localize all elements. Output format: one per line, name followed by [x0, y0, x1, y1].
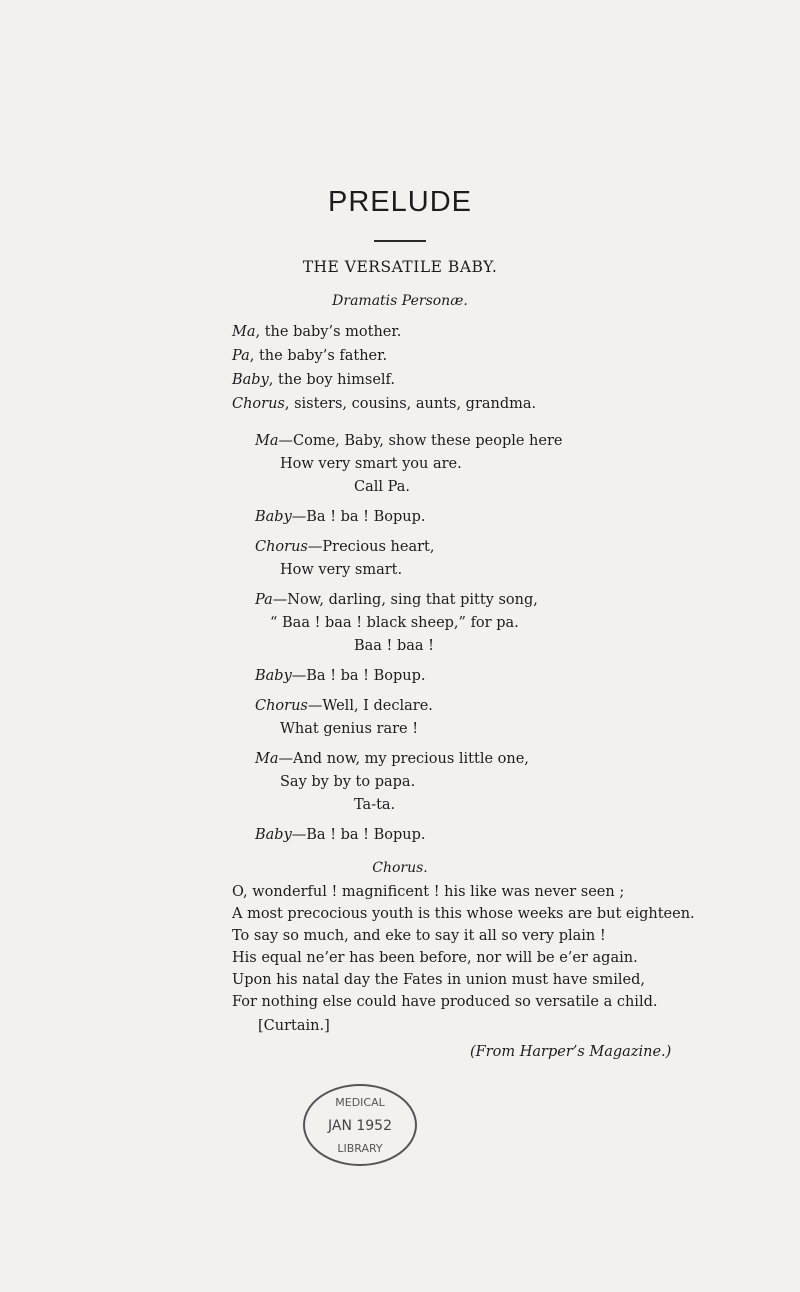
cast-desc: , the baby’s mother.: [255, 324, 402, 340]
cast-line: [232, 372, 395, 388]
dialogue-text: —Precious heart,: [307, 539, 435, 555]
library-stamp: [300, 1080, 420, 1170]
dialogue-text: —Ba ! ba ! Bopup.: [291, 827, 426, 843]
dialogue-text: —Well, I declare.: [307, 698, 433, 714]
speaker-name: Ma: [255, 751, 279, 767]
dramatis-heading: Dramatis Personæ.: [332, 293, 468, 309]
dialogue-line: [255, 751, 529, 767]
dialogue-line: Baa ! baa !: [354, 638, 434, 654]
stamp-date: JAN 1952: [327, 1118, 393, 1134]
dialogue-line: What genius rare !: [280, 721, 419, 737]
dialogue-line: “ Baa ! baa ! black sheep,” for pa.: [270, 615, 519, 631]
dialogue-line: How very smart.: [280, 562, 403, 578]
verse-line: Upon his natal day the Fates in union must have smiled,: [232, 972, 646, 988]
speaker-name: Baby: [255, 509, 292, 525]
dialogue-line: [255, 827, 426, 843]
page-title: PRELUDE: [328, 186, 472, 218]
title-rule: [374, 240, 426, 242]
curtain-line: [Curtain.]: [258, 1018, 330, 1034]
cast-name: Ma: [232, 324, 256, 340]
cast-line: [232, 324, 401, 340]
dialogue-line: [255, 433, 562, 449]
cast-desc: , sisters, cousins, aunts, grandma.: [284, 396, 537, 412]
play-title: THE VERSATILE BABY.: [302, 258, 498, 276]
dialogue-line: [255, 698, 433, 714]
speaker-name: Baby: [255, 668, 292, 684]
dialogue-text: —And now, my precious little one,: [278, 751, 529, 767]
dialogue-line: How very smart you are.: [280, 456, 462, 472]
verse-line: O, wonderful ! magnificent ! his like was never seen ;: [232, 884, 625, 900]
cast-name: Pa: [232, 348, 250, 364]
speaker-name: Chorus: [255, 539, 308, 555]
speaker-name: Chorus: [255, 698, 308, 714]
dialogue-text: —Ba ! ba ! Bopup.: [291, 668, 426, 684]
dialogue-line: Ta-ta.: [354, 797, 396, 813]
dialogue-line: [255, 539, 434, 555]
cast-line: [232, 348, 387, 364]
chorus-heading: Chorus.: [372, 860, 428, 876]
speaker-name: Pa: [255, 592, 273, 608]
verse-line: To say so much, and eke to say it all so very plain !: [232, 928, 606, 944]
cast-desc: , the baby’s father.: [249, 348, 388, 364]
stamp-bottom-text: LIBRARY: [337, 1142, 383, 1155]
dialogue-line: [255, 592, 538, 608]
verse-line: For nothing else could have produced so versatile a child.: [232, 994, 658, 1010]
speaker-name: Ma: [255, 433, 279, 449]
cast-name: Baby: [232, 372, 269, 388]
stamp-top-text: MEDICAL: [335, 1096, 385, 1109]
verse-line: A most precocious youth is this whose weeks are but eighteen.: [232, 906, 695, 922]
verse-line: His equal ne’er has been before, nor will be e’er again.: [232, 950, 638, 966]
dialogue-line: [255, 668, 426, 684]
speaker-name: Baby: [255, 827, 292, 843]
cast-desc: , the boy himself.: [268, 372, 396, 388]
dialogue-text: —Ba ! ba ! Bopup.: [291, 509, 426, 525]
dialogue-text: —Now, darling, sing that pitty song,: [272, 592, 538, 608]
cast-line: [232, 396, 536, 412]
source-citation: (From Harper’s Magazine.): [470, 1044, 672, 1060]
dialogue-line: Say by by to papa.: [280, 774, 416, 790]
dialogue-line: [255, 509, 426, 525]
dialogue-text: —Come, Baby, show these people here: [278, 433, 563, 449]
cast-name: Chorus: [232, 396, 285, 412]
dialogue-line: Call Pa.: [354, 479, 410, 495]
